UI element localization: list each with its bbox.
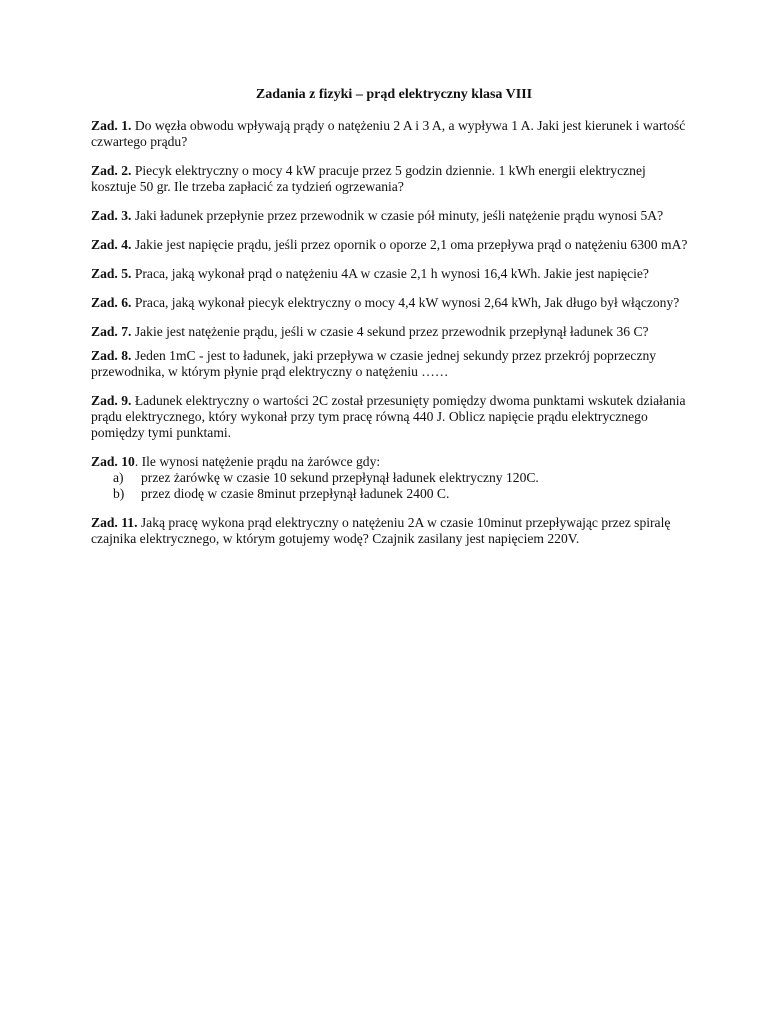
task-7 bbox=[91, 324, 691, 340]
task-label: Zad. 7. bbox=[91, 324, 132, 339]
list-item bbox=[91, 486, 691, 502]
task-text: . Ile wynosi natężenie prądu na żarówce gdy: bbox=[134, 454, 381, 469]
task-text: Jeden 1mC - jest to ładunek, jaki przepływa w czasie jednej sekundy przez przekrój poprzeczny przewodnika, w którym płynie prąd elektryczny o natężeniu …… bbox=[91, 348, 657, 379]
task-text: Jaki ładunek przepłynie przez przewodnik w czasie pół minuty, jeśli natężenie prądu wynosi 5A? bbox=[131, 208, 664, 223]
task-text: Praca, jaką wykonał prąd o natężeniu 4A w czasie 2,1 h wynosi 16,4 kWh. Jakie jest napięcie? bbox=[131, 266, 649, 281]
task-4 bbox=[91, 237, 691, 253]
task-10 bbox=[91, 454, 691, 502]
list-item bbox=[91, 470, 691, 486]
task-text: Jakie jest napięcie prądu, jeśli przez opornik o oporze 2,1 oma przepływa prąd o natężeniu 6300 mA? bbox=[131, 237, 688, 252]
task-text: Jakie jest natężenie prądu, jeśli w czasie 4 sekund przez przewodnik przepłynął ładunek 36 C? bbox=[131, 324, 649, 339]
task-label: Zad. 1. bbox=[91, 118, 132, 133]
task-text: Piecyk elektryczny o mocy 4 kW pracuje przez 5 godzin dziennie. 1 kWh energii elektrycznej kosztuje 50 gr. Ile trzeba zapłacić za tydzień ogrzewania? bbox=[91, 163, 646, 194]
task-6 bbox=[91, 295, 691, 311]
list-item-text: przez żarówkę w czasie 10 sekund przepłynął ładunek elektryczny 120C. bbox=[141, 470, 539, 485]
sub-list bbox=[91, 470, 691, 502]
task-text: Praca, jaką wykonał piecyk elektryczny o mocy 4,4 kW wynosi 2,64 kWh, Jak długo był włączony? bbox=[131, 295, 680, 310]
worksheet bbox=[91, 87, 691, 560]
task-label: Zad. 10 bbox=[91, 454, 135, 469]
page-title: Zadania z fizyki – prąd elektryczny klasa VIII bbox=[255, 87, 533, 102]
task-9 bbox=[91, 393, 691, 441]
task-2 bbox=[91, 163, 691, 195]
task-label: Zad. 5. bbox=[91, 266, 132, 281]
task-label: Zad. 2. bbox=[91, 163, 132, 178]
task-1 bbox=[91, 118, 691, 150]
task-label: Zad. 11. bbox=[91, 515, 138, 530]
task-5 bbox=[91, 266, 691, 282]
task-label: Zad. 4. bbox=[91, 237, 132, 252]
task-label: Zad. 6. bbox=[91, 295, 132, 310]
task-text: Jaką pracę wykona prąd elektryczny o natężeniu 2A w czasie 10minut przepływając przez spiralę czajnika elektrycznego, w którym gotujemy wodę? Czajnik zasilany jest napięciem 220V. bbox=[91, 515, 671, 546]
task-11 bbox=[91, 515, 691, 547]
task-label: Zad. 8. bbox=[91, 348, 132, 363]
task-text: Ładunek elektryczny o wartości 2C został przesunięty pomiędzy dwoma punktami wskutek działania prądu elektrycznego, który wykonał przy tym pracę równą 440 J. Oblicz napięcie prądu elektrycznego pomiędzy tymi punktami. bbox=[91, 393, 686, 440]
task-8 bbox=[91, 348, 691, 380]
list-item-text: przez diodę w czasie 8minut przepłynął ładunek 2400 C. bbox=[141, 486, 450, 501]
list-marker: b) bbox=[113, 486, 125, 501]
task-text: Do węzła obwodu wpływają prądy o natężeniu 2 A i 3 A, a wypływa 1 A. Jaki jest kierunek i wartość czwartego prądu? bbox=[91, 118, 686, 149]
task-label: Zad. 9. bbox=[91, 393, 132, 408]
task-label: Zad. 3. bbox=[91, 208, 132, 223]
task-3 bbox=[91, 208, 691, 224]
list-marker: a) bbox=[113, 470, 124, 485]
